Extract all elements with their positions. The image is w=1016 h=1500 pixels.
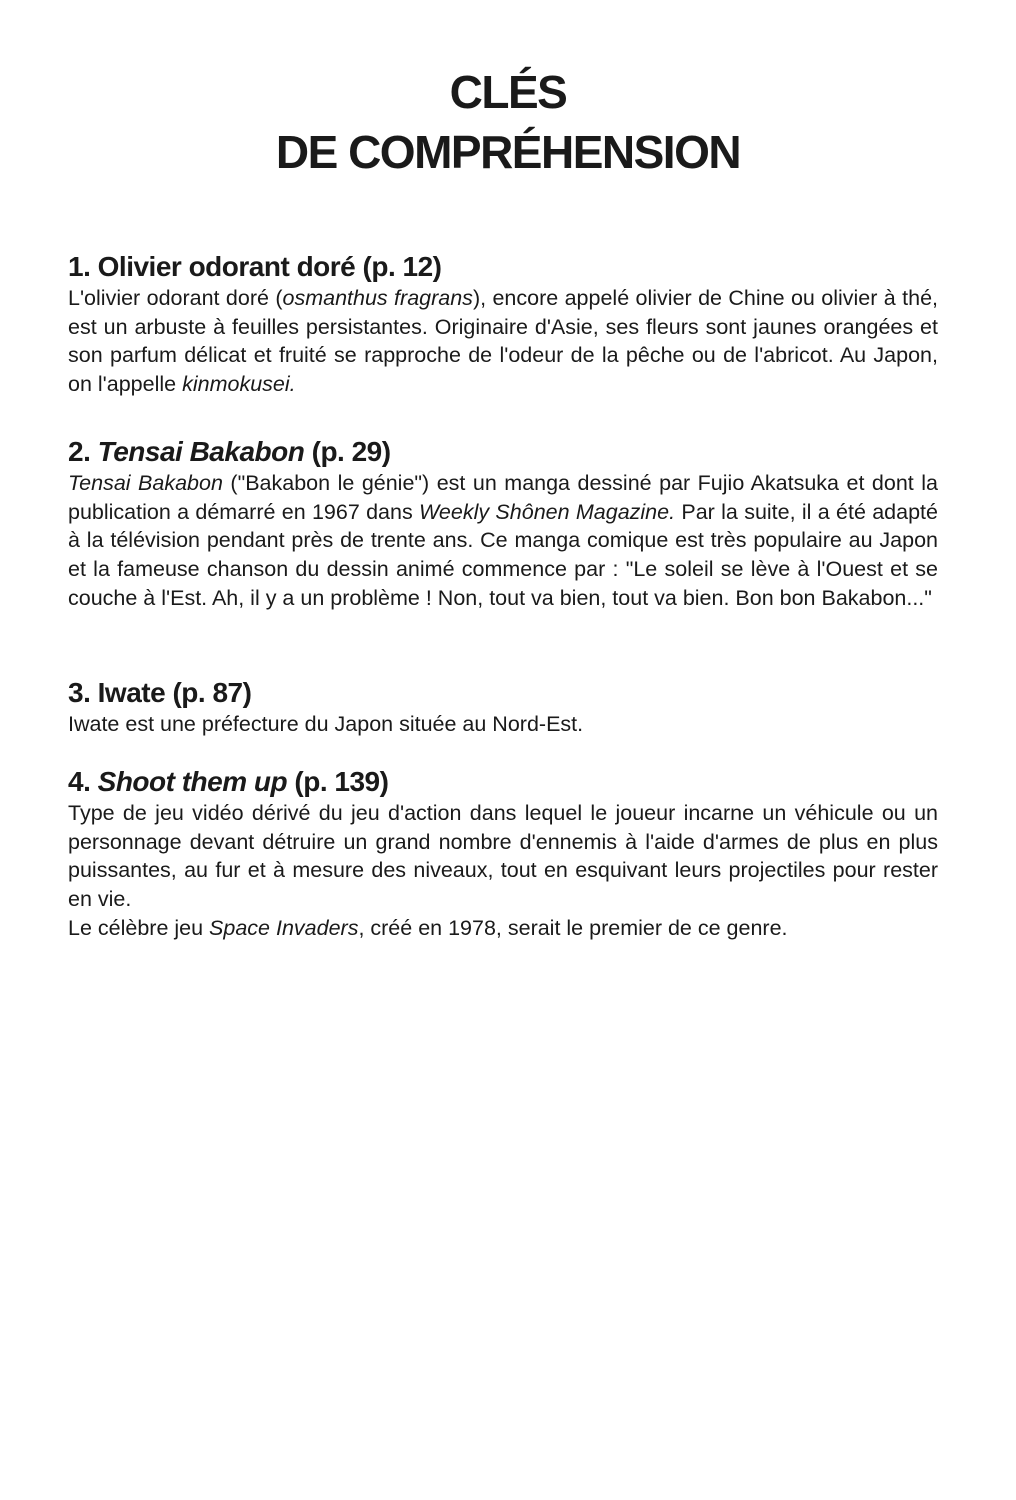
entry-page-ref: (p. 139)	[294, 766, 389, 797]
entry-body-2	[68, 914, 938, 943]
entry-body	[68, 710, 938, 739]
text: Le célèbre jeu	[68, 915, 210, 940]
italic-text: Space Invaders	[209, 915, 359, 940]
text: ("Bakabon le génie") est un manga dessiné par Fujio Akatsuka et dont la publication a démarré en 1967 dans	[68, 471, 938, 524]
entry-page-ref: (p. 29)	[311, 436, 391, 467]
page-title-line2: DE COMPRÉHENSION	[275, 126, 741, 178]
italic-text: kinmokusei.	[182, 372, 296, 397]
entry-heading	[68, 250, 938, 284]
text: Par la suite, il a été adapté à la télévision pendant près de trente ans. Ce manga comique est très populaire au Japon et la fameuse chanson du dessin animé commence par : "Le soleil se lève à l'Ouest et se couche à l'Est. Ah, il y a un problème ! Non, tout va bien, tout va bien. Bon bon Bakabon..."	[68, 499, 938, 610]
entry-title: Tensai Bakabon	[97, 436, 305, 467]
text: ), encore appelé olivier de Chine ou olivier à thé, est un arbuste à feuilles persistantes. Originaire d'Asie, ses fleurs sont jaunes orangées et son parfum délicat et fruité se rapproche de l'odeur de la pêche ou de l'abricot. Au Japon, on l'appelle	[68, 286, 939, 397]
italic-text: Tensai Bakabon	[68, 471, 223, 495]
entry-iwate	[68, 676, 938, 739]
entry-number: 4.	[68, 766, 91, 797]
entry-tensai-bakabon	[68, 435, 938, 613]
entry-heading	[68, 765, 938, 799]
entry-heading	[68, 435, 938, 469]
entry-number: 1.	[68, 251, 91, 282]
entry-body	[68, 799, 938, 914]
italic-text: osmanthus fragrans	[282, 286, 473, 310]
entry-page-ref: (p. 87)	[172, 677, 252, 708]
entry-body	[68, 284, 938, 399]
entry-title: Olivier odorant doré	[97, 251, 356, 282]
entry-number: 3.	[68, 677, 91, 708]
italic-text: Weekly Shônen Magazine.	[419, 499, 676, 524]
page-title-line1: CLÉS	[449, 66, 567, 118]
entry-title: Iwate	[97, 677, 166, 708]
text: L'olivier odorant doré (	[68, 286, 283, 310]
text: Iwate est une préfecture du Japon située au Nord-Est.	[68, 712, 584, 736]
text: Type de jeu vidéo dérivé du jeu d'action dans lequel le joueur incarne un véhicule ou un personnage devant détruire un grand nombre d'ennemis à l'aide d'armes de plus en plus puissantes, au fur et à mesure des niveaux, tout en esquivant leurs projectiles pour rester en vie.	[68, 801, 938, 912]
entry-olivier	[68, 250, 938, 399]
entry-title: Shoot them up	[97, 766, 288, 797]
entry-page-ref: (p. 12)	[362, 251, 442, 282]
text: , créé en 1978, serait le premier de ce genre.	[358, 915, 788, 940]
entry-shoot-them-up	[68, 765, 938, 943]
entry-body	[68, 469, 938, 613]
entry-heading	[68, 676, 938, 710]
entry-number: 2.	[68, 436, 91, 467]
